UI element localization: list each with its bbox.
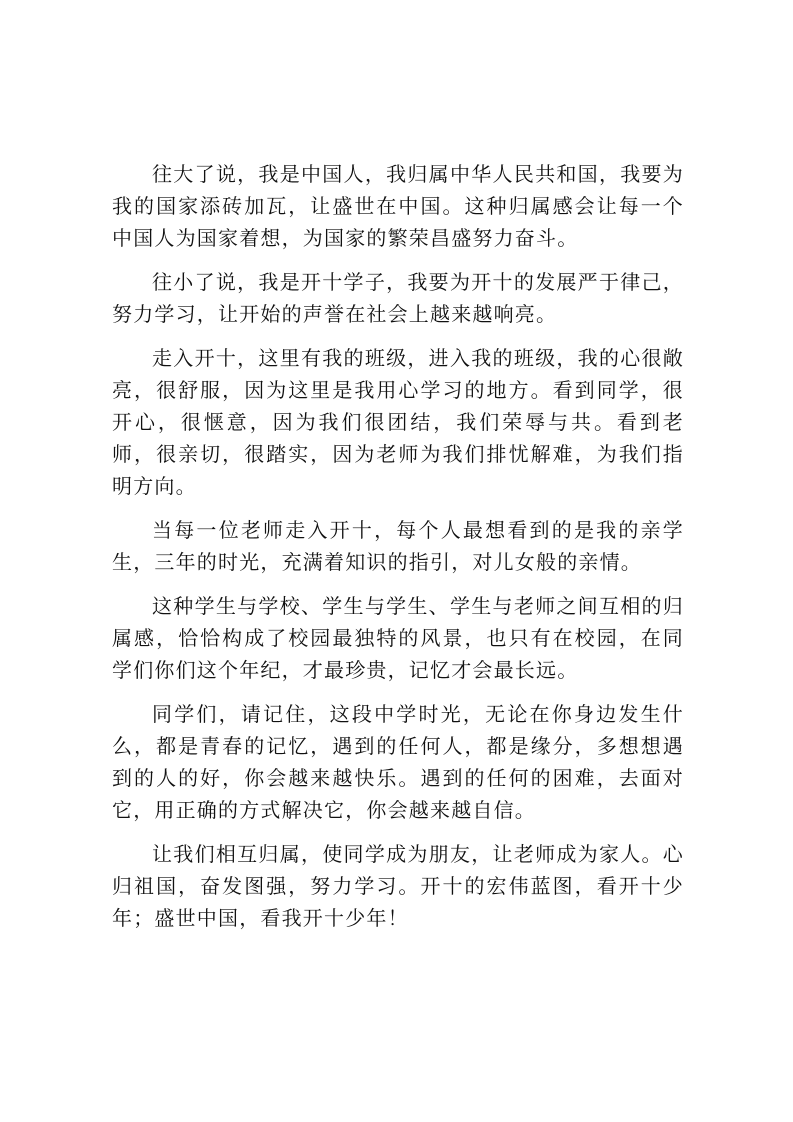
paragraph-4: 当每一位老师走入开十，每个人最想看到的是我的亲学生，三年的时光，充满着知识的指引，对儿女般的亲情。 bbox=[112, 518, 684, 574]
paragraph-1: 往大了说，我是中国人，我归属中华人民共和国，我要为我的国家添砖加瓦，让盛世在中国。这种归属感会让每一个中国人为国家着想，为国家的繁荣昌盛努力奋斗。 bbox=[112, 162, 684, 250]
paragraph-5: 这种学生与学校、学生与学生、学生与老师之间互相的归属感，恰恰构成了校园最独特的风景，也只有在校园，在同学们你们这个年纪，才最珍贵，记忆才会最长远。 bbox=[112, 594, 684, 682]
paragraph-3: 走入开十，这里有我的班级，进入我的班级，我的心很敞亮，很舒服，因为这里是我用心学习的地方。看到同学，很开心，很惬意，因为我们很团结，我们荣辱与共。看到老师，很亲切，很踏实，因为老师为我们排忧解难，为我们指明方向。 bbox=[112, 346, 684, 498]
document-body bbox=[112, 158, 684, 946]
paragraph-2: 往小了说，我是开十学子，我要为开十的发展严于律己，努力学习，让开始的声誉在社会上越来越响亮。 bbox=[112, 270, 684, 326]
paragraph-6: 同学们，请记住，这段中学时光，无论在你身边发生什么，都是青春的记忆，遇到的任何人，都是缘分，多想想遇到的人的好，你会越来越快乐。遇到的任何的困难，去面对它，用正确的方式解决它，你会越来越自信。 bbox=[112, 702, 684, 822]
paragraph-7: 让我们相互归属，使同学成为朋友，让老师成为家人。心归祖国，奋发图强，努力学习。开十的宏伟蓝图，看开十少年；盛世中国，看我开十少年！ bbox=[112, 842, 684, 930]
